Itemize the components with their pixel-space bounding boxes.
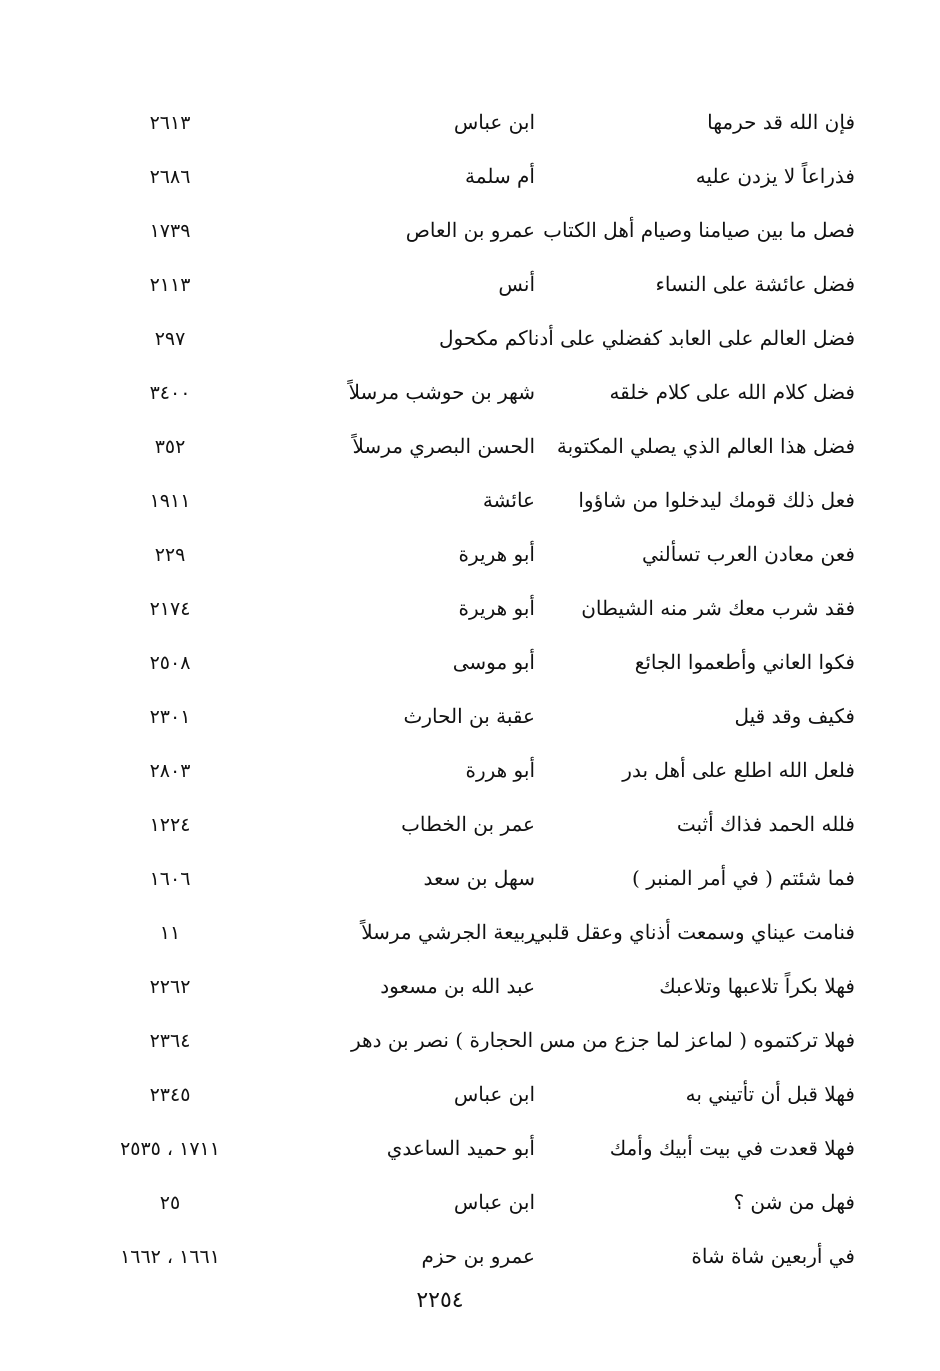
hadith-text: فما شئتم ( في أمر المنبر ): [632, 866, 855, 890]
hadith-number: ٢٣٦٤: [149, 1030, 191, 1052]
list-item: [95, 478, 865, 532]
hadith-number: ٢١١٣: [149, 274, 191, 296]
hadith-index-list: [95, 100, 865, 1288]
list-item: [95, 1126, 865, 1180]
hadith-text: فعل ذلك قومك ليدخلوا من شاؤوا: [578, 488, 855, 512]
hadith-text: فلعل الله اطلع على أهل بدر: [622, 758, 855, 782]
hadith-text: فهلا بكراً تلاعبها وتلاعبك: [659, 974, 855, 998]
list-item: [95, 640, 865, 694]
hadith-number: ١٦٦١ ، ١٦٦٢: [120, 1246, 220, 1268]
hadith-number: ١١: [159, 922, 181, 944]
list-item: [95, 424, 865, 478]
list-item: [95, 532, 865, 586]
hadith-text: فعن معادن العرب تسألني: [641, 542, 855, 566]
hadith-number: ٢٢٩: [154, 544, 186, 566]
narrator-name: عمرو بن العاص: [405, 218, 535, 242]
list-item: [95, 208, 865, 262]
narrator-name: أبو هريرة: [458, 596, 535, 620]
list-item: [95, 748, 865, 802]
narrator-name: أبو هريرة: [458, 542, 535, 566]
narrator-name: عبد الله بن مسعود: [380, 974, 535, 998]
list-item: [95, 1234, 865, 1288]
hadith-text: فصل ما بين صيامنا وصيام أهل الكتاب: [543, 218, 855, 242]
list-item: [95, 1180, 865, 1234]
hadith-text: فضل هذا العالم الذي يصلي المكتوبة: [556, 434, 855, 458]
narrator-name: ابن عباس: [453, 1190, 535, 1214]
hadith-number: ٢٦١٣: [149, 112, 191, 134]
hadith-number: ٢٦٨٦: [149, 166, 191, 188]
hadith-number: ١٢٢٤: [149, 814, 191, 836]
hadith-number: ٢٢٦٢: [149, 976, 191, 998]
hadith-text: فهلا تركتموه ( لماعز لما جزع من مس الحجارة ) نصر بن دهر: [350, 1028, 855, 1052]
list-item: [95, 1072, 865, 1126]
narrator-name: سهل بن سعد: [423, 866, 535, 890]
hadith-text: فإن الله قد حرمها: [707, 110, 855, 134]
list-item: [95, 1018, 865, 1072]
list-item: [95, 154, 865, 208]
hadith-number: ٢٣٤٥: [149, 1084, 191, 1106]
hadith-text: فكيف وقد قيل: [734, 704, 855, 728]
narrator-name: أنس: [498, 272, 535, 296]
hadith-number: ١٦٠٦: [149, 868, 191, 890]
hadith-text: فضل عائشة على النساء: [655, 272, 855, 296]
hadith-number: ٢٩٧: [154, 328, 186, 350]
hadith-text: فلله الحمد فذاك أثبت: [676, 812, 855, 836]
hadith-number: ٢١٧٤: [149, 598, 191, 620]
list-item: [95, 100, 865, 154]
hadith-number: ٢٥٠٨: [149, 652, 191, 674]
hadith-number: ٢٨٠٣: [149, 760, 191, 782]
page-number: ٢٢٥٤: [416, 1288, 464, 1313]
hadith-text: فضل كلام الله على كلام خلقه: [609, 380, 855, 404]
hadith-text: فقد شرب معك شر منه الشيطان: [581, 596, 855, 620]
narrator-name: أبو حميد الساعدي: [386, 1136, 535, 1160]
hadith-text: في أربعين شاة شاة: [691, 1244, 855, 1268]
narrator-name: ربيعة الجرشي مرسلاً: [361, 920, 535, 944]
hadith-number: ١٩١١: [149, 490, 191, 512]
list-item: [95, 694, 865, 748]
narrator-name: ابن عباس: [453, 1082, 535, 1106]
narrator-name: عمر بن الخطاب: [401, 812, 535, 836]
narrator-name: عقبة بن الحارث: [403, 704, 535, 728]
hadith-number: ٢٥: [159, 1192, 181, 1214]
list-item: [95, 910, 865, 964]
hadith-number: ١٧٣٩: [149, 220, 191, 242]
narrator-name: شهر بن حوشب مرسلاً: [348, 380, 535, 404]
narrator-name: الحسن البصري مرسلاً: [352, 434, 535, 458]
narrator-name: أبو هررة: [465, 758, 535, 782]
narrator-name: أبو موسى: [452, 650, 535, 674]
list-item: [95, 262, 865, 316]
list-item: [95, 316, 865, 370]
hadith-text: فهل من شن ؟: [733, 1190, 855, 1214]
narrator-name: أم سلمة: [465, 164, 535, 188]
list-item: [95, 586, 865, 640]
hadith-text: فذراعاً لا يزدن عليه: [695, 164, 855, 188]
list-item: [95, 802, 865, 856]
narrator-name: عمرو بن حزم: [421, 1244, 535, 1268]
hadith-text: فهلا قعدت في بيت أبيك وأمك: [609, 1136, 855, 1160]
list-item: [95, 370, 865, 424]
narrator-name: عائشة: [482, 488, 535, 512]
hadith-number: ٢٣٠١: [149, 706, 191, 728]
hadith-text: فهلا قبل أن تأتيني به: [685, 1082, 855, 1106]
list-item: [95, 856, 865, 910]
hadith-number: ٣٥٢: [154, 436, 186, 458]
hadith-text: فضل العالم على العابد كفضلي على أدناكم مكحول: [438, 326, 855, 350]
narrator-name: ابن عباس: [453, 110, 535, 134]
hadith-text: فنامت عيناي وسمعت أذناي وعقل قلبي: [530, 920, 855, 944]
hadith-number: ٣٤٠٠: [149, 382, 191, 404]
hadith-number: ١٧١١ ، ٢٥٣٥: [120, 1138, 220, 1160]
hadith-text: فكوا العاني وأطعموا الجائع: [634, 650, 855, 674]
list-item: [95, 964, 865, 1018]
